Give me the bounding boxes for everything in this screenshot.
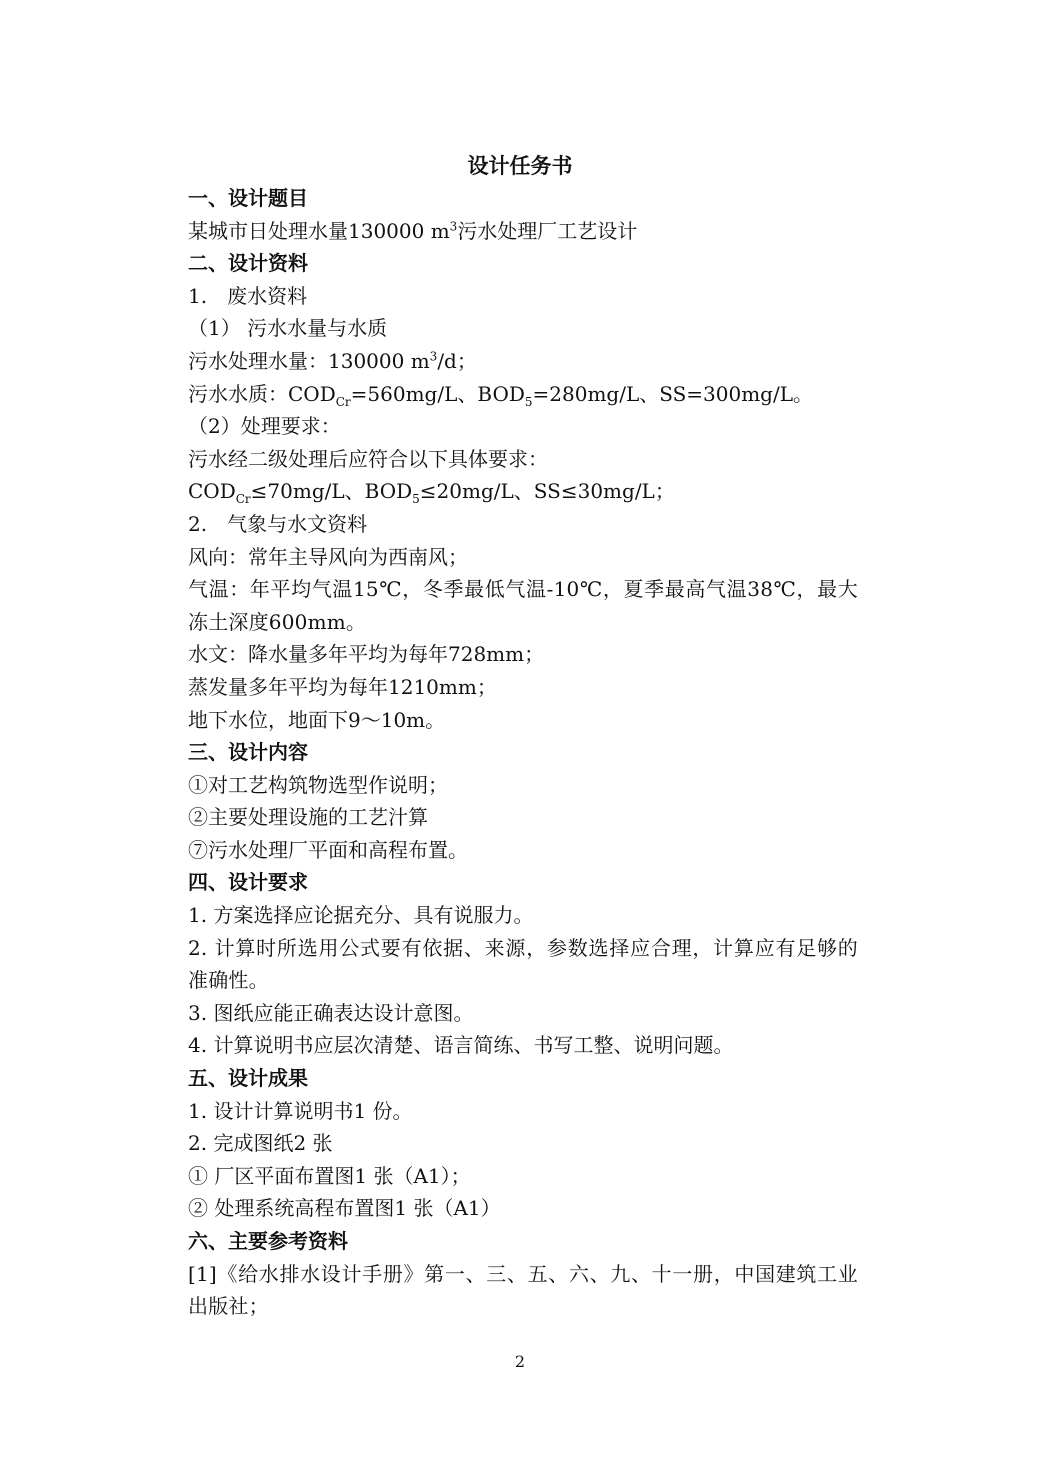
requirement-item: 2. 计算时所选用公式要有依据、来源，参数选择应合理，计算应有足够的准确性。 bbox=[188, 935, 858, 993]
requirements-values bbox=[188, 475, 858, 508]
document-body bbox=[188, 182, 858, 1323]
quality-sub-5: 5 bbox=[524, 394, 533, 409]
section-heading-deliverables: 五、设计成果 bbox=[188, 1066, 308, 1091]
flow-rate-sup: 3 bbox=[429, 349, 438, 364]
content-item: ②主要处理设施的工艺汁算 bbox=[188, 805, 428, 830]
deliverable-item: ① 厂区平面布置图1 张（A1）； bbox=[188, 1163, 471, 1188]
design-topic bbox=[188, 215, 858, 248]
quality-text-a: 污水水质：COD bbox=[188, 381, 336, 406]
flow-rate-unit: /d； bbox=[437, 348, 477, 373]
wind-direction: 风向：常年主导风向为西南风； bbox=[188, 544, 468, 569]
flow-rate bbox=[188, 345, 858, 378]
deliverable-item: ② 处理系统高程布置图1 张（A1） bbox=[188, 1196, 501, 1221]
temperature: 气温：年平均气温15℃，冬季最低气温-10℃，夏季最高气温38℃，最大冻土深度600mm。 bbox=[188, 577, 858, 634]
evaporation: 蒸发量多年平均为每年1210mm； bbox=[188, 674, 497, 699]
section-heading-content: 三、设计内容 bbox=[188, 740, 308, 765]
quality-text-c: =280mg/L、SS=300mg/L。 bbox=[532, 381, 814, 406]
quality-text-b: =560mg/L、BOD bbox=[350, 381, 525, 406]
design-topic-sup: 3 bbox=[449, 218, 458, 233]
req-text-c: ≤20mg/L、SS≤30mg/L； bbox=[419, 479, 675, 504]
item-weather-hydrology: 2. 气象与水文资料 bbox=[188, 511, 368, 536]
deliverable-item: 2. 完成图纸2 张 bbox=[188, 1131, 333, 1156]
section-heading-topic: 一、设计题目 bbox=[188, 186, 308, 210]
page-title: 设计任务书 bbox=[467, 154, 573, 178]
req-text-a: COD bbox=[188, 479, 236, 504]
quality-sub-cr: Cr bbox=[335, 394, 351, 409]
requirement-item: 3. 图纸应能正确表达设计意图。 bbox=[188, 1000, 474, 1025]
groundwater: 地下水位，地面下9～10m。 bbox=[188, 707, 446, 732]
requirements-intro: 污水经二级处理后应符合以下具体要求： bbox=[188, 446, 548, 471]
subitem-flow-quality: （1） 污水水量与水质 bbox=[188, 316, 388, 341]
reference-item: [1]《给水排水设计手册》第一、三、五、六、九、十一册，中国建筑工业出版社； bbox=[188, 1261, 858, 1319]
flow-rate-text: 污水处理水量：130000 m bbox=[188, 348, 430, 373]
section-heading-references: 六、主要参考资料 bbox=[188, 1229, 348, 1253]
section-heading-requirements: 四、设计要求 bbox=[188, 870, 308, 895]
page-number: 2 bbox=[514, 1352, 526, 1371]
req-sub-5: 5 bbox=[412, 492, 420, 507]
requirement-item: 4. 计算说明书应层次清楚、语言简练、书写工整、说明问题。 bbox=[188, 1033, 734, 1058]
req-text-b: ≤70mg/L、BOD bbox=[250, 479, 413, 504]
content-item: ⑦污水处理厂平面和高程布置。 bbox=[188, 837, 468, 862]
req-sub-cr: Cr bbox=[235, 492, 251, 507]
design-topic-text: 某城市日处理水量130000 m bbox=[188, 218, 450, 243]
water-quality bbox=[188, 378, 858, 411]
deliverable-item: 1. 设计计算说明书1 份。 bbox=[188, 1098, 413, 1123]
item-wastewater-data: 1. 废水资料 bbox=[188, 283, 308, 308]
section-heading-materials: 二、设计资料 bbox=[188, 251, 308, 276]
requirement-item: 1. 方案选择应论据充分、具有说服力。 bbox=[188, 903, 534, 928]
content-item: ①对工艺构筑物选型作说明； bbox=[188, 772, 448, 797]
subitem-requirements: （2）处理要求： bbox=[188, 414, 341, 439]
hydrology: 水文：降水量多年平均为每年728mm； bbox=[188, 642, 545, 667]
design-topic-text-end: 污水处理厂工艺设计 bbox=[457, 218, 638, 243]
